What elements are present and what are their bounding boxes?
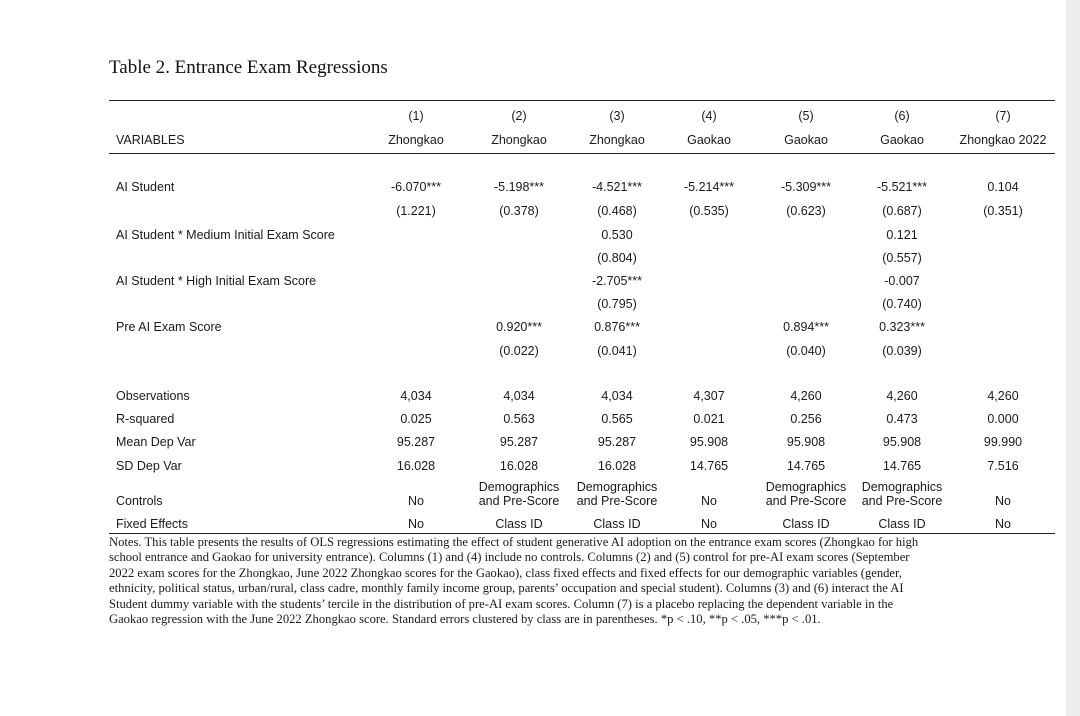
- stat-cell: 4,260: [790, 389, 822, 403]
- table-cell: 0.530: [601, 228, 633, 242]
- stat-cell: 99.990: [983, 435, 1023, 449]
- column-name: Gaokao: [687, 133, 731, 147]
- table-cell: 0.894***: [783, 320, 829, 334]
- fixed-effects-cell: Class ID: [782, 517, 830, 531]
- table-cell: 0.104: [987, 180, 1019, 194]
- stat-cell: 95.287: [499, 435, 539, 449]
- stat-cell: 4,260: [987, 389, 1019, 403]
- table-cell: (0.795): [597, 297, 637, 311]
- table-cell: (0.378): [499, 204, 539, 218]
- table-cell: (0.351): [983, 204, 1023, 218]
- column-number: (2): [511, 109, 527, 123]
- row-label: Pre AI Exam Score: [116, 320, 222, 334]
- stat-cell: 95.908: [786, 435, 826, 449]
- table-cell: (0.623): [786, 204, 826, 218]
- stat-cell: 0.025: [400, 412, 432, 426]
- controls-label: Controls: [116, 494, 163, 508]
- column-number: (4): [701, 109, 717, 123]
- controls-cell: No: [408, 494, 424, 508]
- fixed-effects-cell: No: [408, 517, 424, 531]
- table-cell: -5.521***: [876, 180, 928, 194]
- row-label: AI Student * Medium Initial Exam Score: [116, 228, 335, 242]
- stat-label: SD Dep Var: [116, 459, 182, 473]
- table-cell: (0.468): [597, 204, 637, 218]
- variables-header: VARIABLES: [116, 133, 185, 147]
- table-cell: -0.007: [884, 274, 920, 288]
- controls-cell: Demographics and Pre-Score: [576, 480, 658, 508]
- stat-cell: 95.908: [689, 435, 729, 449]
- stat-cell: 7.516: [987, 459, 1019, 473]
- stat-cell: 0.000: [987, 412, 1019, 426]
- table-cell: -5.198***: [493, 180, 545, 194]
- stat-cell: 14.765: [882, 459, 922, 473]
- stat-cell: 4,034: [503, 389, 535, 403]
- stat-label: Mean Dep Var: [116, 435, 196, 449]
- table-cell: (0.535): [689, 204, 729, 218]
- column-number: (3): [609, 109, 625, 123]
- table-cell: 0.920***: [496, 320, 542, 334]
- table-cell: (0.740): [882, 297, 922, 311]
- stat-cell: 14.765: [786, 459, 826, 473]
- fixed-effects-label: Fixed Effects: [116, 517, 189, 531]
- table-cell: (0.022): [499, 344, 539, 358]
- stat-cell: 4,307: [693, 389, 725, 403]
- controls-cell: Demographics and Pre-Score: [478, 480, 560, 508]
- table-cell: (0.687): [882, 204, 922, 218]
- table-cell: -6.070***: [390, 180, 442, 194]
- column-name: Zhongkao 2022: [959, 133, 1047, 147]
- table-notes: Notes. This table presents the results of OLS regressions estimating the effect of student generative AI adoption on the entrance exam scores (Zhongkao for high school entrance and Gaokao for university entrance). Columns (1) and (4) include no controls. Columns (2) and (5) control for pre-AI exam scores (September 2022 exam scores for the Zhongkao, June 2022 Zhongkao scores for the Gaokao), class fixed effects and fixed effects for our demographic variables (gender, ethnicity, political status, urban/rural, class cadre, monthly family income group, parents’ occupation and special student). Columns (3) and (6) interact the AI Student dummy variable with the students’ tercile in the distribution of pre-AI exam scores. Column (7) is a placebo replacing the dependent variable in the Gaokao regression with the June 2022 Zhongkao score. Standard errors clustered by class are in parentheses. *p < .10, **p < .05, ***p < .01.: [109, 535, 919, 627]
- stat-cell: 95.287: [597, 435, 637, 449]
- table-cell: (0.557): [882, 251, 922, 265]
- table-cell: -5.214***: [683, 180, 735, 194]
- fixed-effects-cell: Class ID: [593, 517, 641, 531]
- column-name: Zhongkao: [491, 133, 547, 147]
- stat-cell: 14.765: [689, 459, 729, 473]
- stat-label: Observations: [116, 389, 190, 403]
- controls-cell: No: [995, 494, 1011, 508]
- fixed-effects-cell: No: [701, 517, 717, 531]
- row-label: AI Student * High Initial Exam Score: [116, 274, 317, 288]
- controls-cell: Demographics and Pre-Score: [861, 480, 943, 508]
- scroll-gutter: [1066, 0, 1080, 716]
- table-cell: (0.804): [597, 251, 637, 265]
- table-cell: (0.039): [882, 344, 922, 358]
- table-title: Table 2. Entrance Exam Regressions: [109, 57, 388, 78]
- column-name: Gaokao: [880, 133, 924, 147]
- stat-cell: 0.021: [693, 412, 725, 426]
- stat-cell: 0.565: [601, 412, 633, 426]
- table-cell: 0.121: [886, 228, 918, 242]
- table-cell: -5.309***: [780, 180, 832, 194]
- fixed-effects-cell: No: [995, 517, 1011, 531]
- table-cell: (0.040): [786, 344, 826, 358]
- column-number: (7): [995, 109, 1011, 123]
- column-name: Zhongkao: [388, 133, 444, 147]
- stat-cell: 16.028: [396, 459, 436, 473]
- stat-cell: 16.028: [597, 459, 637, 473]
- bottom-rule: [109, 533, 1055, 534]
- column-number: (5): [798, 109, 814, 123]
- stat-cell: 4,034: [400, 389, 432, 403]
- stat-cell: 95.908: [882, 435, 922, 449]
- fixed-effects-cell: Class ID: [495, 517, 543, 531]
- controls-cell: No: [701, 494, 717, 508]
- column-name: Gaokao: [784, 133, 828, 147]
- stat-label: R-squared: [116, 412, 175, 426]
- stat-cell: 4,260: [886, 389, 918, 403]
- controls-cell: Demographics and Pre-Score: [765, 480, 847, 508]
- stat-cell: 0.473: [886, 412, 918, 426]
- stat-cell: 4,034: [601, 389, 633, 403]
- table-cell: (0.041): [597, 344, 637, 358]
- stat-cell: 16.028: [499, 459, 539, 473]
- table-cell: (1.221): [396, 204, 436, 218]
- top-rule: [109, 100, 1055, 101]
- column-number: (6): [894, 109, 910, 123]
- column-name: Zhongkao: [589, 133, 645, 147]
- stat-cell: 0.256: [790, 412, 822, 426]
- row-label: AI Student: [116, 180, 175, 194]
- column-number: (1): [408, 109, 424, 123]
- stat-cell: 0.563: [503, 412, 535, 426]
- fixed-effects-cell: Class ID: [878, 517, 926, 531]
- table-cell: 0.323***: [879, 320, 925, 334]
- table-cell: 0.876***: [594, 320, 640, 334]
- header-rule: [109, 153, 1055, 154]
- table-cell: -4.521***: [591, 180, 643, 194]
- table-cell: -2.705***: [591, 274, 643, 288]
- stat-cell: 95.287: [396, 435, 436, 449]
